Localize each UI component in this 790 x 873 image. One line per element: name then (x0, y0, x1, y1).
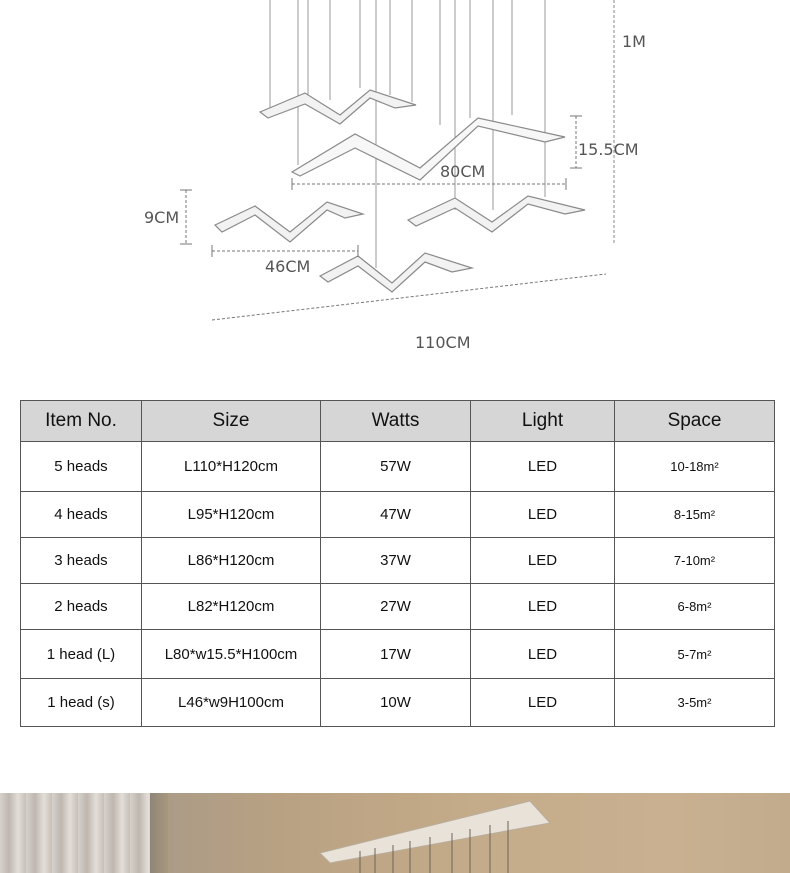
cell-space: 10-18m² (615, 442, 775, 492)
lamp-head-left (215, 202, 363, 242)
cell-light: LED (471, 442, 615, 492)
depth-9cm-label: 9CM (144, 208, 180, 227)
lamp-head-right (408, 196, 585, 232)
table-row (21, 538, 775, 584)
cell-size: L86*H120cm (142, 538, 321, 584)
cell-space: 8-15m² (615, 492, 775, 538)
cell-watts: 47W (321, 492, 471, 538)
header-space: Space (615, 401, 775, 442)
cell-watts: 57W (321, 442, 471, 492)
depth-15-5cm-label: 15.5CM (578, 140, 639, 159)
lamp-head-large (292, 118, 565, 180)
cell-light: LED (471, 630, 615, 679)
cell-watts: 10W (321, 679, 471, 727)
cell-space: 7-10m² (615, 538, 775, 584)
suspension-wires (270, 0, 545, 268)
total-110cm-label: 110CM (415, 333, 471, 352)
cell-light: LED (471, 492, 615, 538)
cell-watts: 37W (321, 538, 471, 584)
width-46cm-label: 46CM (265, 257, 311, 276)
cell-item: 4 heads (21, 492, 142, 538)
specification-table (20, 400, 775, 727)
cell-item: 3 heads (21, 538, 142, 584)
ceiling-canopy (0, 793, 790, 873)
chandelier-dimension-diagram (0, 0, 790, 380)
cell-light: LED (471, 679, 615, 727)
cell-item: 1 head (L) (21, 630, 142, 679)
cell-space: 5-7m² (615, 630, 775, 679)
header-item-no: Item No. (21, 401, 142, 442)
lamp-head-bottom (320, 253, 472, 292)
cell-watts: 17W (321, 630, 471, 679)
table-header-row (21, 401, 775, 442)
cell-item: 5 heads (21, 442, 142, 492)
cell-size: L82*H120cm (142, 584, 321, 630)
cell-size: L110*H120cm (142, 442, 321, 492)
cell-size: L46*w9H100cm (142, 679, 321, 727)
table-row (21, 492, 775, 538)
cell-item: 2 heads (21, 584, 142, 630)
height-1m-label: 1M (622, 32, 646, 51)
cell-size: L95*H120cm (142, 492, 321, 538)
room-photo (0, 793, 790, 873)
header-light: Light (471, 401, 615, 442)
cell-light: LED (471, 538, 615, 584)
header-watts: Watts (321, 401, 471, 442)
table-row (21, 584, 775, 630)
header-size: Size (142, 401, 321, 442)
cell-size: L80*w15.5*H100cm (142, 630, 321, 679)
table-row (21, 630, 775, 679)
table-row (21, 442, 775, 492)
cell-watts: 27W (321, 584, 471, 630)
cell-space: 3-5m² (615, 679, 775, 727)
table-row (21, 679, 775, 727)
lamp-head-top (260, 90, 416, 124)
cell-light: LED (471, 584, 615, 630)
width-80cm-label: 80CM (440, 162, 486, 181)
cell-space: 6-8m² (615, 584, 775, 630)
cell-item: 1 head (s) (21, 679, 142, 727)
